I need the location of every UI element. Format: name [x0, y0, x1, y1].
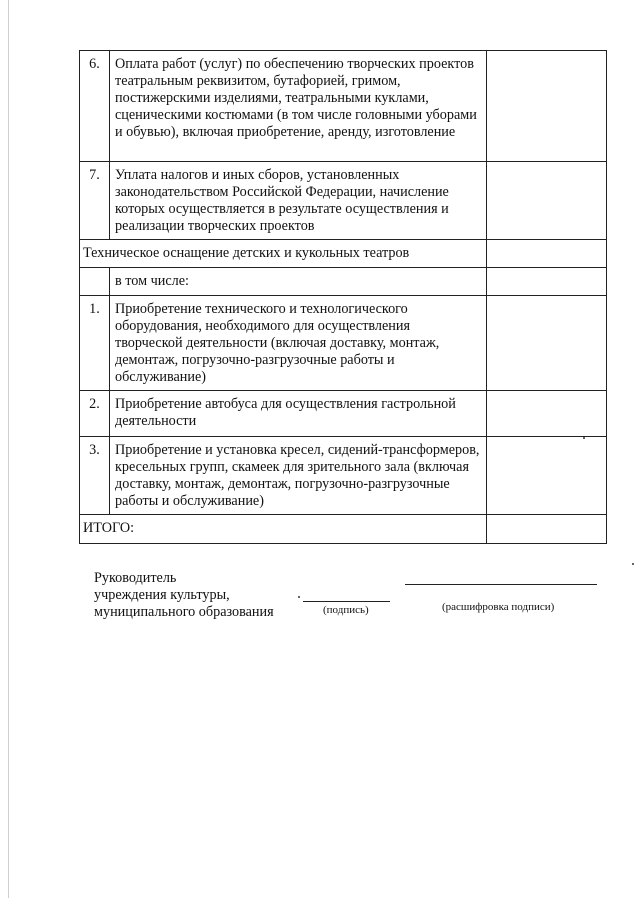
row-description: Оплата работ (услуг) по обеспечению творческих проектов театральным реквизитом, бутафорией, гримом, постижерскими изделиями, театральными куклами, сценическими костюмами (в том числе головными уборами и обувью), включая приобретение, аренду, изготовление	[110, 51, 487, 162]
row-value	[487, 391, 607, 437]
total-row	[80, 515, 607, 544]
decoding-line	[405, 584, 597, 585]
signature-caption: (подпись)	[323, 604, 369, 616]
table-row	[80, 296, 607, 391]
row-number: 6.	[80, 51, 110, 162]
scan-mark	[583, 437, 585, 439]
total-label: ИТОГО:	[80, 515, 487, 544]
scan-edge-line	[8, 0, 9, 898]
signatory-title-line: учреждения культуры,	[94, 587, 230, 603]
expense-table	[79, 50, 607, 544]
row-description: Приобретение автобуса для осуществления гастрольной деятельности	[110, 391, 487, 437]
row-number: 2.	[80, 391, 110, 437]
signatory-title-line: муниципального образования	[94, 604, 274, 620]
decoding-caption: (расшифровка подписи)	[442, 601, 555, 613]
table-row	[80, 162, 607, 240]
row-number	[80, 268, 110, 296]
row-number: 3.	[80, 437, 110, 515]
signature-line	[303, 601, 390, 602]
row-description: Приобретение технического и технологического оборудования, необходимого для осуществления творческой деятельности (включая доставку, монтаж, демонтаж, погрузочно-разгрузочные работы и обслуживание)	[110, 296, 487, 391]
section-header-row	[80, 240, 607, 268]
row-number: 1.	[80, 296, 110, 391]
row-value	[487, 437, 607, 515]
row-value	[487, 296, 607, 391]
sub-header-value	[487, 268, 607, 296]
signatory-title-line: Руководитель	[94, 570, 177, 586]
table-row	[80, 391, 607, 437]
row-number: 7.	[80, 162, 110, 240]
row-value	[487, 51, 607, 162]
row-description: Уплата налогов и иных сборов, установленных законодательством Российской Федерации, начисление которых осуществляется в результате осуществления и реализации творческих проектов	[110, 162, 487, 240]
table-row	[80, 51, 607, 162]
row-value	[487, 162, 607, 240]
section-header: Техническое оснащение детских и кукольных театров	[80, 240, 487, 268]
table-row	[80, 437, 607, 515]
sub-header: в том числе:	[110, 268, 487, 296]
section-header-value	[487, 240, 607, 268]
signatory-title	[94, 570, 274, 621]
sub-header-row	[80, 268, 607, 296]
scan-mark	[298, 596, 300, 598]
total-value	[487, 515, 607, 544]
scan-mark	[632, 563, 634, 565]
row-description: Приобретение и установка кресел, сидений-трансформеров, кресельных групп, скамеек для зрительного зала (включая доставку, монтаж, демонтаж, погрузочно-разгрузочные работы и обслуживание)	[110, 437, 487, 515]
